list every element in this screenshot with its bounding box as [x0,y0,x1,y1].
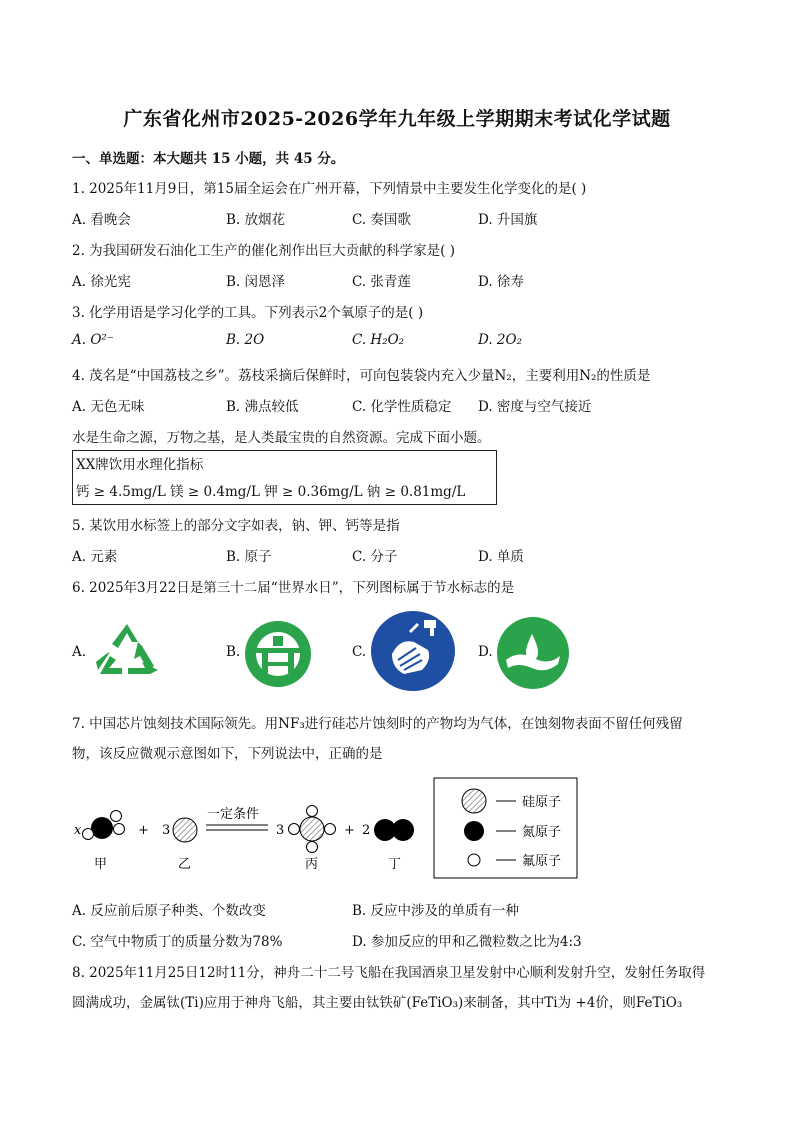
q4-option-b: B. 沸点较低 [226,399,299,415]
legend-nitrogen-icon [464,821,484,841]
q6-option-d: D. [478,644,493,660]
water-drop-icon [496,616,570,690]
q7-option-d: D. 参加反应的甲和乙微粒数之比为4:3 [352,934,582,950]
q1-option-c: C. 奏国歌 [352,212,411,228]
q3-option-c: C. H₂O₂ [352,332,405,348]
page-title: 广东省化州市2025-2026学年九年级上学期期末考试化学试题 [123,108,671,130]
fluorine-atom [289,824,300,835]
coef-3-right: 3 [276,823,285,838]
q4-option-a: A. 无色无味 [72,399,145,415]
question-1-stem: 1. 2025年11月9日，第15届全运会在广州开幕，下列情景中主要发生化学变化的是( ) [72,181,587,197]
section-heading: 一、单选题：本大题共 15 小题，共 45 分。 [72,151,345,167]
q3-option-d: D. 2O₂ [478,332,522,348]
water-label-table [72,450,497,505]
reaction-diagram [72,778,592,878]
legend-silicon-icon [462,789,486,813]
name-jia: 甲 [94,857,108,872]
hand-washing-icon [370,610,456,692]
fluorine-atom [114,824,125,835]
q4-option-c: C. 化学性质稳定 [352,399,452,415]
silicon-atom [173,818,197,842]
name-yi: 乙 [178,857,192,872]
coef-x: x [74,823,82,838]
legend-silicon: 硅原子 [522,795,562,810]
plus-sign: + [344,823,355,838]
coef-2: 2 [362,823,371,838]
legend-fluorine: 氟原子 [522,854,562,869]
water-label-heading: XX牌饮用水理化指标 [76,457,204,473]
q2-option-d: D. 徐寿 [478,274,524,290]
q3-option-a: A. O²⁻ [72,332,114,348]
question-2-stem: 2. 为我国研发石油化工生产的催化剂作出巨大贡献的科学家是( ) [72,243,455,259]
q2-option-a: A. 徐光宪 [72,274,131,290]
green-emblem-icon [244,620,312,688]
question-8-line1: 8. 2025年11月25日12时11分，神舟二十二号飞船在我国酒泉卫星发射中心顺利发射升空，发射任务取得 [72,965,706,981]
question-8-line2: 圆满成功，金属钛(Ti)应用于神舟飞船，其主要由钛铁矿(FeTiO₃)来制备，其中Ti为 +4价，则FeTiO₃ [72,995,683,1011]
q1-option-b: B. 放烟花 [226,212,286,228]
question-5-stem: 5. 某饮用水标签上的部分文字如表，钠、钾、钙等是指 [72,518,400,534]
passage-text: 水是生命之源，万物之基，是人类最宝贵的自然资源。完成下面小题。 [72,430,491,446]
q5-option-b: B. 原子 [226,549,272,565]
q5-option-d: D. 单质 [478,549,524,565]
q3-option-b: B. 2O [226,332,265,348]
q5-option-c: C. 分子 [352,549,398,565]
q1-option-d: D. 升国旗 [478,212,538,228]
name-bing: 丙 [305,857,319,872]
fluorine-atom [307,842,318,853]
q6-option-c: C. [352,644,367,660]
q4-option-d: D. 密度与空气接近 [478,399,592,415]
q7-option-c: C. 空气中物质丁的质量分数为78% [72,934,283,950]
nitrogen-atom [392,819,414,841]
q2-option-b: B. 闵恩泽 [226,274,286,290]
coef-3-left: 3 [162,823,171,838]
name-ding: 丁 [388,857,402,872]
q6-option-b: B. [226,644,241,660]
question-4-stem: 4. 茂名是“中国荔枝之乡”。荔枝采摘后保鲜时，可向包装袋内充入少量N₂，主要利用N₂的性质是 [72,368,651,384]
q2-option-c: C. 张青莲 [352,274,411,290]
water-label-values: 钙 ≥ 4.5mg/L 镁 ≥ 0.4mg/L 钾 ≥ 0.36mg/L 钠 ≥ 0.81mg/L [76,484,466,500]
plus-sign: + [138,823,149,838]
q1-option-a: A. 看晚会 [72,212,131,228]
question-6-stem: 6. 2025年3月22日是第三十二届“世界水日”，下列图标属于节水标志的是 [72,580,515,596]
q7-option-b: B. 反应中涉及的单质有一种 [352,903,520,919]
reaction-condition: 一定条件 [207,807,260,822]
question-7-stem-line1: 7. 中国芯片蚀刻技术国际领先。用NF₃进行硅芯片蚀刻时的产物均为气体，在蚀刻物表面不留任何残留 [72,716,683,732]
legend-fluorine-icon [468,854,480,866]
question-7-stem-line2: 物，该反应微观示意图如下，下列说法中，正确的是 [72,746,383,762]
fluorine-atom [325,824,336,835]
silicon-atom [300,817,324,841]
fluorine-atom [83,829,94,840]
q6-option-a: A. [72,644,87,660]
recycle-icon [88,620,166,682]
fluorine-atom [111,811,122,822]
nitrogen-atom [91,817,113,839]
legend-nitrogen: 氮原子 [522,825,562,840]
q7-option-a: A. 反应前后原子种类、个数改变 [72,903,266,919]
question-3-stem: 3. 化学用语是学习化学的工具。下列表示2个氧原子的是( ) [72,305,424,321]
fluorine-atom [307,806,318,817]
q5-option-a: A. 元素 [72,549,118,565]
